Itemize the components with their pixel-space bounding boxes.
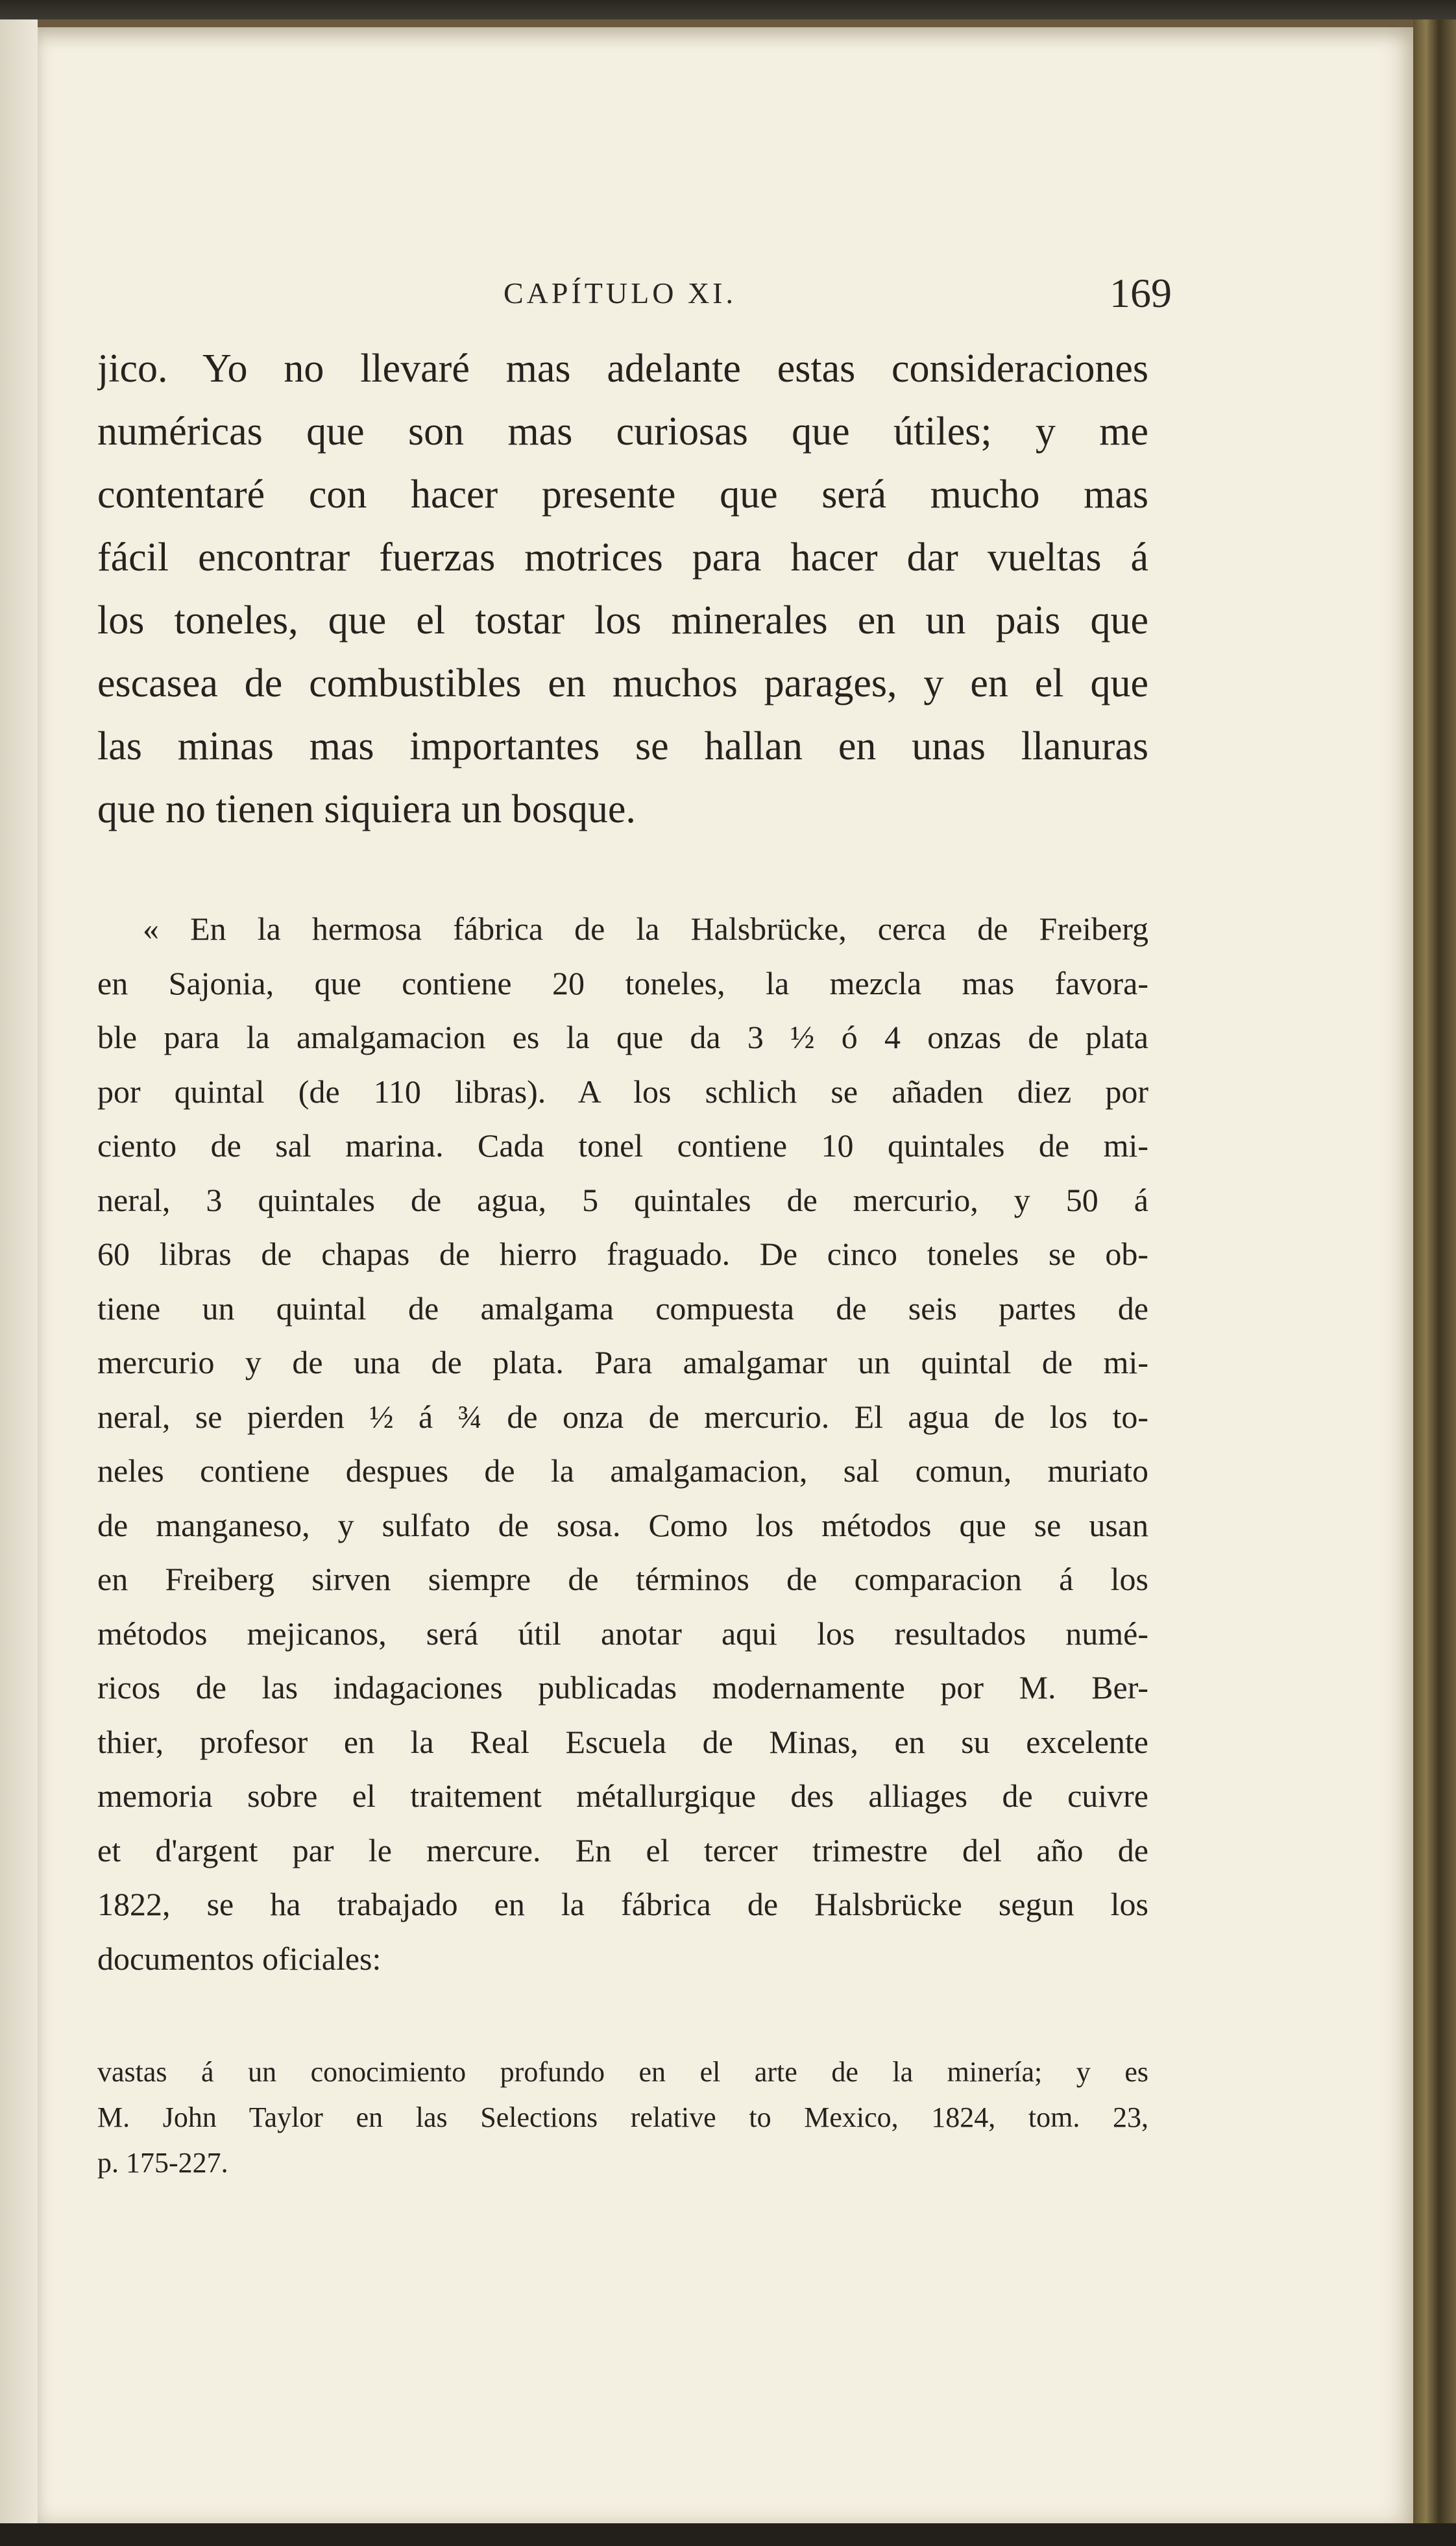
text-line: por quintal (de 110 libras). A los schlich se añaden diez por (97, 1073, 1148, 1110)
text-line: mercurio y de una de plata. Para amalgamar un quintal de mi- (97, 1344, 1148, 1380)
text-line: neral, se pierden ½ á ¾ de onza de mercurio. El agua de los to- (97, 1398, 1148, 1435)
book-bottom-edge (0, 2523, 1456, 2546)
text-line: et d'argent par le mercure. En el tercer trimestre del año de (97, 1831, 1148, 1868)
text-line: en Freiberg sirven siempre de términos de comparacion á los (97, 1561, 1148, 1597)
main-paragraph (97, 337, 1148, 841)
text-line: métodos mejicanos, será útil anotar aqui los resultados numé- (97, 1615, 1148, 1652)
page-number: 169 (1110, 270, 1172, 316)
footnote-line: M. John Taylor en las Selections relative to Mexico, 1824, tom. 23, (97, 2101, 1148, 2133)
footnote (97, 2050, 1148, 2186)
text-line: escasea de combustibles en muchos parages, y en el que (97, 661, 1148, 705)
book-fore-edge (1413, 19, 1456, 2523)
text-line: que no tienen siquiera un bosque. (97, 787, 636, 831)
footnote-line: p. 175-227. (97, 2147, 228, 2179)
chapter-heading: CAPÍTULO XI. (504, 276, 736, 310)
text-line: 60 libras de chapas de hierro fraguado. De cinco toneles se ob- (97, 1236, 1148, 1272)
text-line: tiene un quintal de amalgama compuesta de seis partes de (97, 1290, 1148, 1327)
text-line: jico. Yo no llevaré mas adelante estas consideraciones (97, 347, 1148, 391)
book-top-edge (0, 0, 1456, 19)
text-line: documentos oficiales: (97, 1940, 382, 1977)
book-left-edge (0, 19, 38, 2523)
text-line: « En la hermosa fábrica de la Halsbrücke, cerca de Freiberg (143, 911, 1148, 947)
running-head (465, 269, 1172, 321)
text-line: fácil encontrar fuerzas motrices para hacer dar vueltas á (97, 535, 1148, 580)
footnote-line: vastas á un conocimiento profundo en el arte de la minería; y es (97, 2056, 1148, 2088)
text-line: las minas mas importantes se hallan en unas llanuras (97, 724, 1148, 768)
text-line: en Sajonia, que contiene 20 toneles, la mezcla mas favora- (97, 964, 1148, 1001)
text-line: 1822, se ha trabajado en la fábrica de Halsbrücke segun los (97, 1886, 1148, 1922)
text-line: memoria sobre el traitement métallurgique des alliages de cuivre (97, 1778, 1148, 1814)
text-line: los toneles, que el tostar los minerales en un pais que (97, 598, 1148, 643)
text-line: contentaré con hacer presente que será mucho mas (97, 472, 1148, 517)
text-line: de manganeso, y sulfato de sosa. Como los métodos que se usan (97, 1506, 1148, 1543)
text-line: numéricas que son mas curiosas que útiles; y me (97, 410, 1148, 454)
quoted-paragraph (97, 902, 1148, 1986)
text-line: neles contiene despues de la amalgamacion, sal comun, muriato (97, 1452, 1148, 1489)
text-line: ble para la amalgamacion es la que da 3 ½ ó 4 onzas de plata (97, 1019, 1148, 1055)
text-line: neral, 3 quintales de agua, 5 quintales de mercurio, y 50 á (97, 1181, 1148, 1218)
text-line: thier, profesor en la Real Escuela de Minas, en su excelente (97, 1723, 1148, 1760)
text-line: ciento de sal marina. Cada tonel contiene 10 quintales de mi- (97, 1127, 1148, 1164)
text-line: ricos de las indagaciones publicadas modernamente por M. Ber- (97, 1669, 1148, 1706)
